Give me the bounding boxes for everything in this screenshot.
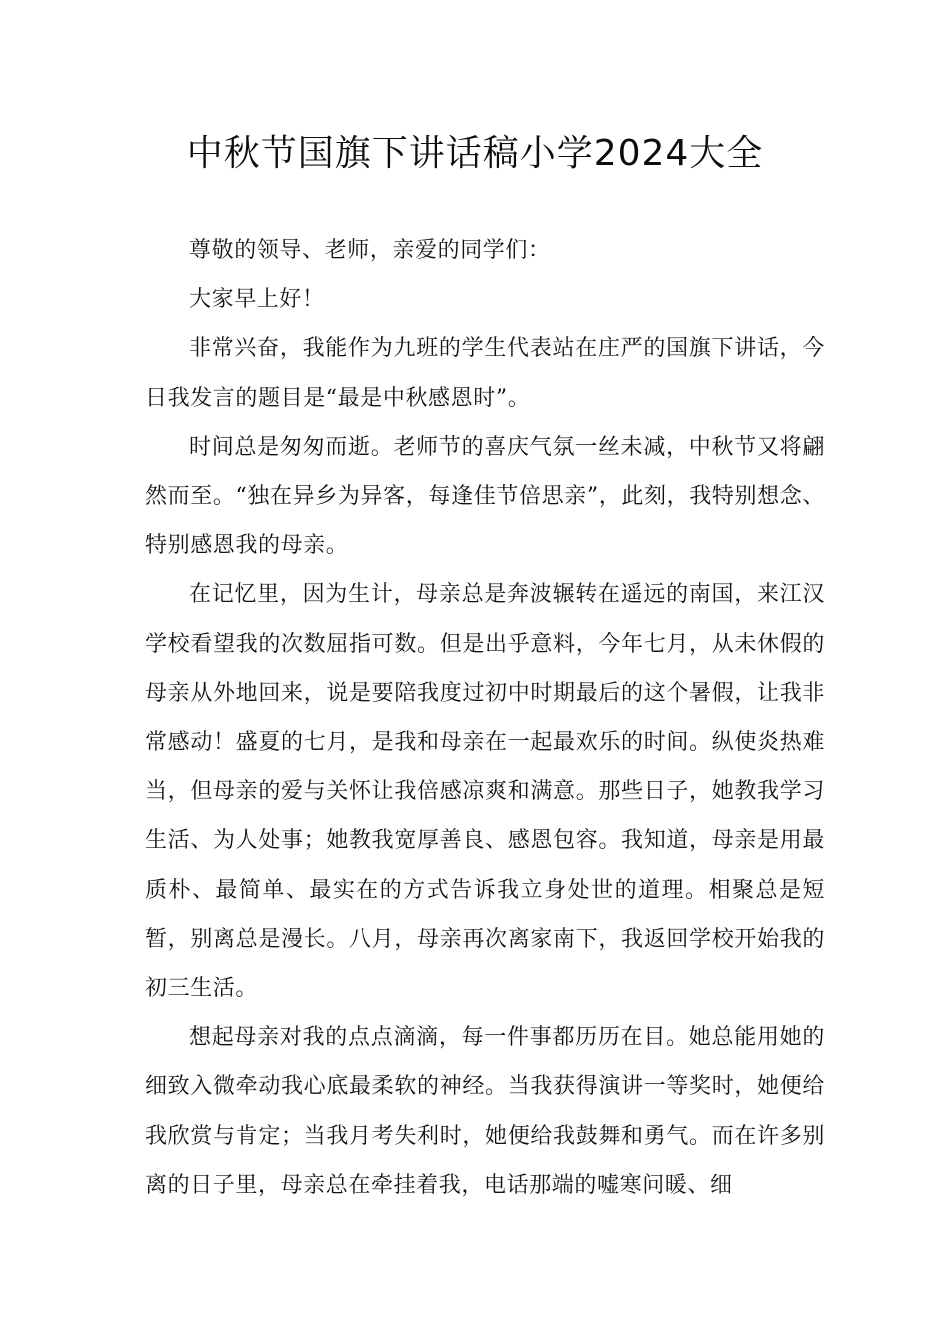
- document-title: 中秋节国旗下讲话稿小学2024大全: [186, 133, 764, 174]
- paragraph-greeting: 大家早上好！: [189, 287, 325, 313]
- document-body: [145, 226, 825, 1210]
- paragraph-salutation: 尊敬的领导、老师，亲爱的同学们：: [189, 238, 551, 263]
- paragraph: 在记忆里，因为生计，母亲总是奔波辗转在遥远的南国，来江汉学校看望我的次数屈指可数。但是出乎意料，今年七月，从未休假的母亲从外地回来，说是要陪我度过初中时期最后的这个暑假，让我非常感动！盛夏的七月，是我和母亲在一起最欢乐的时间。纵使炎热难当，但母亲的爱与关怀让我倍感凉爽和满意。那些日子，她教我学习生活、为人处事；她教我宽厚善良、感恩包容。我知道，母亲是用最质朴、最简单、最实在的方式告诉我立身处世的道理。相聚总是短暂，别离总是漫长。八月，母亲再次离家南下，我返回学校开始我的初三生活。: [145, 582, 825, 1002]
- paragraph: 时间总是匆匆而逝。老师节的喜庆气氛一丝未减，中秋节又将翩然而至。“独在异乡为异客，每逢佳节倍思亲”，此刻，我特别想念、特别感恩我的母亲。: [145, 434, 825, 559]
- paragraph: 非常兴奋，我能作为九班的学生代表站在庄严的国旗下讲话，今日我发言的题目是“最是中秋感恩时”。: [145, 336, 825, 411]
- paragraph: 想起母亲对我的点点滴滴，每一件事都历历在目。她总能用她的细致入微牵动我心底最柔软的神经。当我获得演讲一等奖时，她便给我欣赏与肯定；当我月考失利时，她便给我鼓舞和勇气。而在许多别离的日子里，母亲总在牵挂着我，电话那端的嘘寒问暖、细: [145, 1025, 825, 1198]
